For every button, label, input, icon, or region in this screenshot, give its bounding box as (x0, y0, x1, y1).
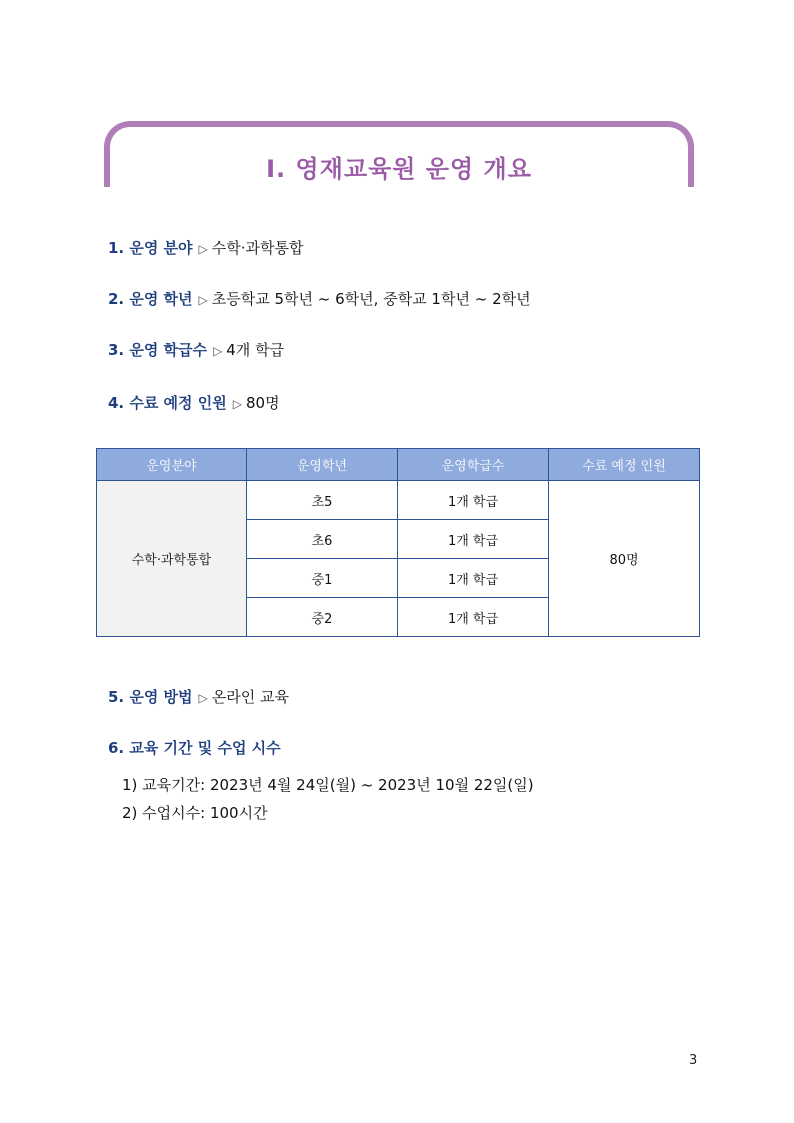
item-value: 4개 학급 (226, 341, 285, 359)
page-number: 3 (689, 1053, 698, 1068)
triangle-right-icon: ▷ (213, 344, 223, 358)
item-classes (108, 340, 284, 361)
item-value: 초등학교 5학년 ~ 6학년, 중학교 1학년 ~ 2학년 (211, 290, 531, 308)
triangle-right-icon: ▷ (198, 242, 208, 256)
triangle-right-icon: ▷ (198, 691, 208, 705)
item-graduates (108, 393, 280, 414)
item-label: 3. 운영 학급수 (108, 341, 208, 359)
area-cell: 수학·과학통합 (97, 481, 247, 637)
page-title: I. 영재교육원 운영 개요 (266, 155, 532, 183)
header-cell: 운영분야 (97, 449, 247, 481)
grade-cell: 중2 (247, 598, 398, 637)
item-label: 4. 수료 예정 인원 (108, 394, 227, 412)
item-value: 80명 (245, 394, 280, 412)
schedule-hours: 2) 수업시수: 100시간 (122, 804, 268, 822)
item-field (108, 238, 304, 259)
total-cell: 80명 (549, 481, 700, 637)
classes-cell: 1개 학급 (398, 481, 549, 520)
title-frame (104, 121, 694, 187)
operations-table (96, 448, 700, 637)
header-cell: 수료 예정 인원 (549, 449, 700, 481)
triangle-right-icon: ▷ (198, 293, 208, 307)
item-grade (108, 289, 531, 310)
classes-cell: 1개 학급 (398, 520, 549, 559)
table-header-row (97, 449, 700, 481)
item-value: 수학·과학통합 (211, 239, 304, 257)
item-label: 5. 운영 방법 (108, 688, 193, 706)
header-cell: 운영학년 (247, 449, 398, 481)
grade-cell: 초5 (247, 481, 398, 520)
header-cell: 운영학급수 (398, 449, 549, 481)
item-label: 1. 운영 분야 (108, 239, 193, 257)
triangle-right-icon: ▷ (232, 397, 242, 411)
grade-cell: 중1 (247, 559, 398, 598)
grade-cell: 초6 (247, 520, 398, 559)
item-label: 6. 교육 기간 및 수업 시수 (108, 739, 281, 757)
item-label: 2. 운영 학년 (108, 290, 193, 308)
table-row (97, 481, 700, 520)
schedule-period: 1) 교육기간: 2023년 4월 24일(월) ~ 2023년 10월 22일(일) (122, 776, 534, 794)
item-method (108, 687, 289, 708)
item-period (108, 738, 281, 758)
classes-cell: 1개 학급 (398, 559, 549, 598)
item-value: 온라인 교육 (211, 688, 289, 706)
classes-cell: 1개 학급 (398, 598, 549, 637)
